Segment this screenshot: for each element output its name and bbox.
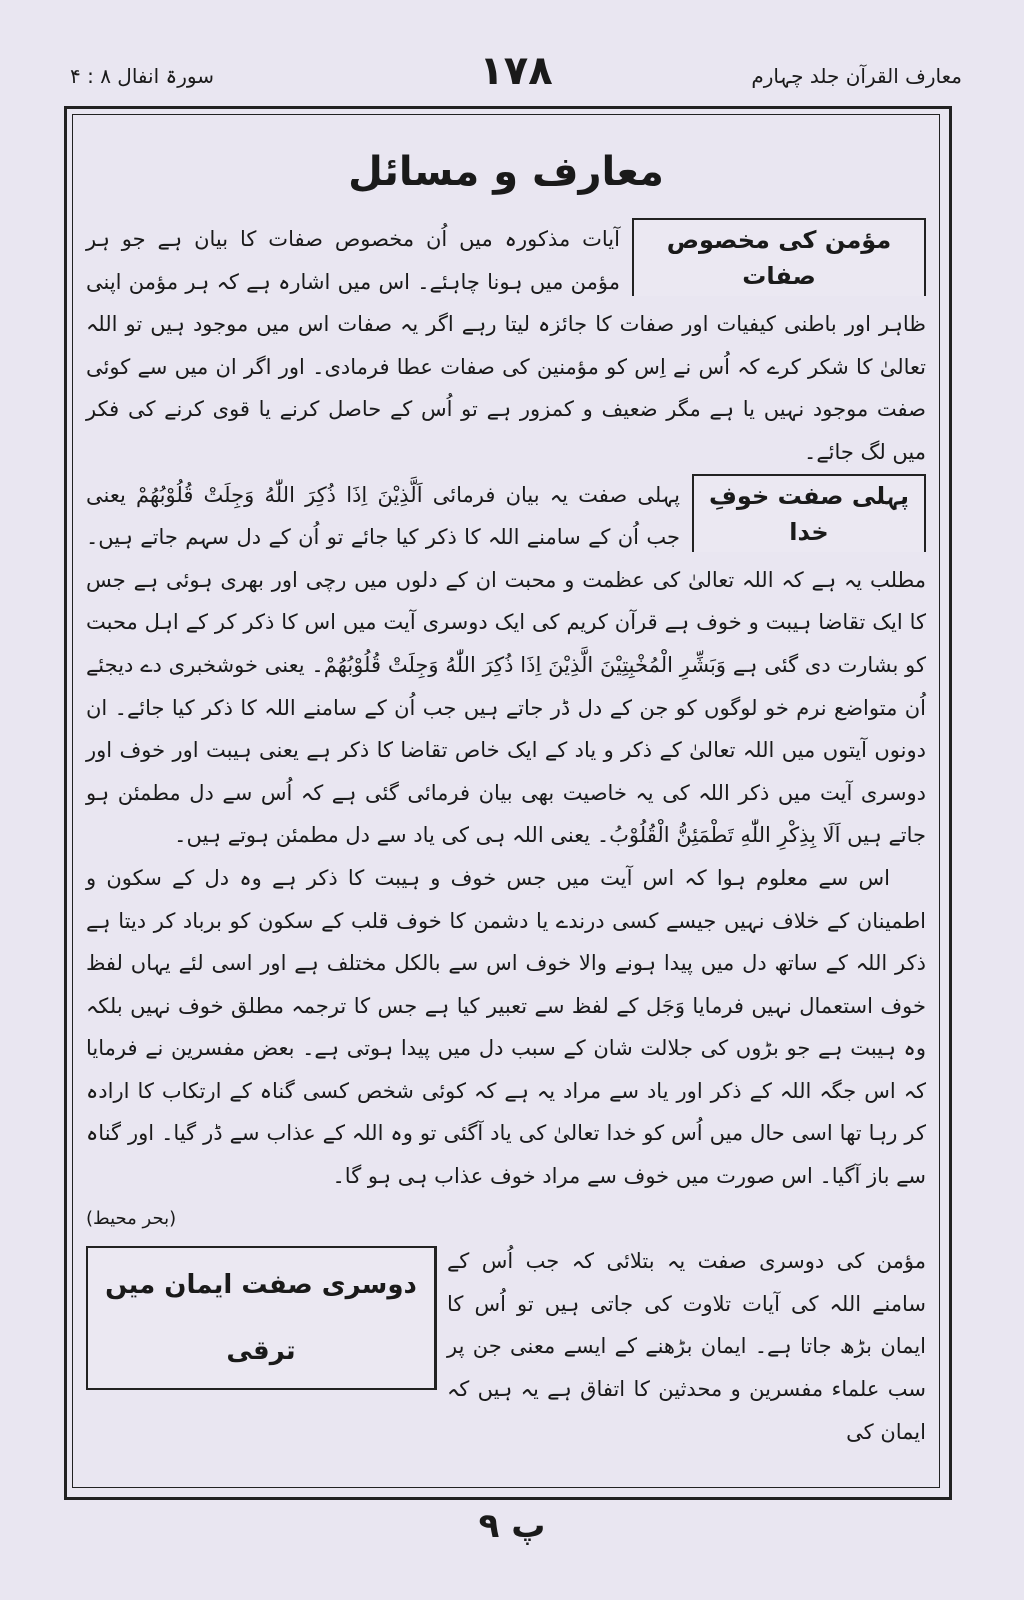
- text-explanation: اس سے معلوم ہوا کہ اس آیت میں جس خوف و ہیبت کا ذکر ہے وہ دل کے سکون و اطمینان کے خلاف نہیں جیسے کسی درندے یا دشمن کا خوف قلب کے سکون کو برباد کر دیتا ہے ذکر اللہ کے ساتھ دل میں پیدا ہونے والا خوف اس سے بالکل مختلف ہے اور اسی لئے یہاں لفظ خوف استعمال نہیں فرمایا وَجَل کے لفظ سے تعبیر کیا ہے جس کا ترجمہ مطلق خوف نہیں بلکہ وہ ہیبت ہے جو بڑوں کی جلالت شان کے سبب دل میں پیدا ہوتی ہے۔ بعض مفسرین نے فرمایا کہ اس جگہ اللہ کے ذکر اور یاد سے مراد یہ ہے کہ کوئی شخص کسی گناہ کے ارتکاب کا ارادہ کر رہا تھا اسی حال میں اُس کو خدا تعالیٰ کی یاد آگئی تو وہ اللہ کے عذاب سے ڈر گیا۔ اور گناہ سے باز آگیا۔ اس صورت میں خوف سے مراد خوف عذاب ہی ہو گا۔: [86, 865, 926, 1189]
- book-title: معارف القرآن جلد چہارم: [751, 64, 962, 88]
- paragraph-explanation: [86, 857, 926, 1240]
- surah-reference: سورۃ انفال ۸ : ۴: [70, 64, 214, 88]
- paragraph-khauf-khuda: [86, 474, 926, 857]
- signature-mark: ۹ پ: [478, 1506, 546, 1546]
- section-title: معارف و مسائل: [348, 149, 664, 195]
- reference-bahr-muhit: (بحر محیط): [86, 1207, 177, 1229]
- heading-khauf-khuda: پہلی صفت خوفِ خدا: [692, 474, 926, 552]
- paragraph-mumin-sifat: [86, 218, 926, 474]
- heading-mumin-sifat: مؤمن کی مخصوص صفات: [632, 218, 926, 296]
- running-head: [70, 48, 962, 112]
- heading-iman-taraqqi: دوسری صفت ایمان میں ترقی: [86, 1246, 437, 1390]
- text-khauf-khuda: پہلی صفت یہ بیان فرمائی اَلَّذِيْنَ اِذَا ذُكِرَ اللّٰهُ وَجِلَتْ قُلُوْبُهُمْ یعنی جب اُن کے سامنے اللہ کا ذکر کیا جائے تو اُن کے دل سہم جاتے ہیں۔ مطلب یہ ہے کہ اللہ تعالیٰ کی عظمت و محبت ان کے دلوں میں رچی اور بھری ہوئی ہے جس کا ایک تقاضا ہیبت و خوف ہے قرآن کریم کی ایک دوسری آیت میں اس کا ذکر کر کے اہل محبت کو بشارت دی گئی ہے وَبَشِّرِ الْمُخْبِتِيْنَ الَّذِيْنَ اِذَا ذُكِرَ اللّٰهُ وَجِلَتْ قُلُوْبُهُمْ۔ یعنی خوشخبری دے دیجئے اُن متواضع نرم خو لوگوں کو جن کے دل ڈر جاتے ہیں جب اُن کے سامنے اللہ کا ذکر کیا جائے۔ ان دونوں آیتوں میں اللہ تعالیٰ کے ذکر و یاد کے ایک خاص تقاضا کا ذکر ہے یعنی ہیبت اور خوف اور دوسری آیت میں ذکر اللہ کی یہ خاصیت بھی بیان فرمائی گئی ہے کہ اُس سے دل مطمئن ہو جاتے ہیں اَلَا بِذِكْرِ اللّٰهِ تَطْمَئِنُّ الْقُلُوْبُ۔ یعنی اللہ ہی کی یاد سے دل مطمئن ہوتے ہیں۔: [86, 482, 926, 848]
- text-mumin-sifat: آیات مذکورہ میں اُن مخصوص صفات کا بیان ہے جو ہر مؤمن میں ہونا چاہئے۔ اس میں اشارہ ہے کہ ہر مؤمن اپنی ظاہر اور باطنی کیفیات اور صفات کا جائزہ لیتا رہے اگر یہ صفات اس میں موجود ہیں تو اللہ تعالیٰ کا شکر کرے کہ اُس نے اِس کو مؤمنین کی صفات عطا فرمادی۔ اور اگر ان میں سے کوئی صفت موجود نہیں یا ہے مگر ضعیف و کمزور ہے تو اُس کے حاصل کرنے یا قوی کرنے کی فکر میں لگ جائے۔: [86, 227, 926, 464]
- text-iman-taraqqi: مؤمن کی دوسری صفت یہ بتلائی کہ جب اُس کے سامنے اللہ کی آیات تلاوت کی جاتی ہیں تو اُس کا ایمان بڑھ جاتا ہے۔ ایمان بڑھنے کے ایسے معنی جن پر سب علماء مفسرین و محدثین کا اتفاق ہے یہ ہیں کہ ایمان کی: [447, 1249, 926, 1444]
- page-number: ۱۷۸: [479, 48, 553, 94]
- page-content: [86, 124, 926, 1480]
- paragraph-iman-taraqqi: [86, 1240, 926, 1453]
